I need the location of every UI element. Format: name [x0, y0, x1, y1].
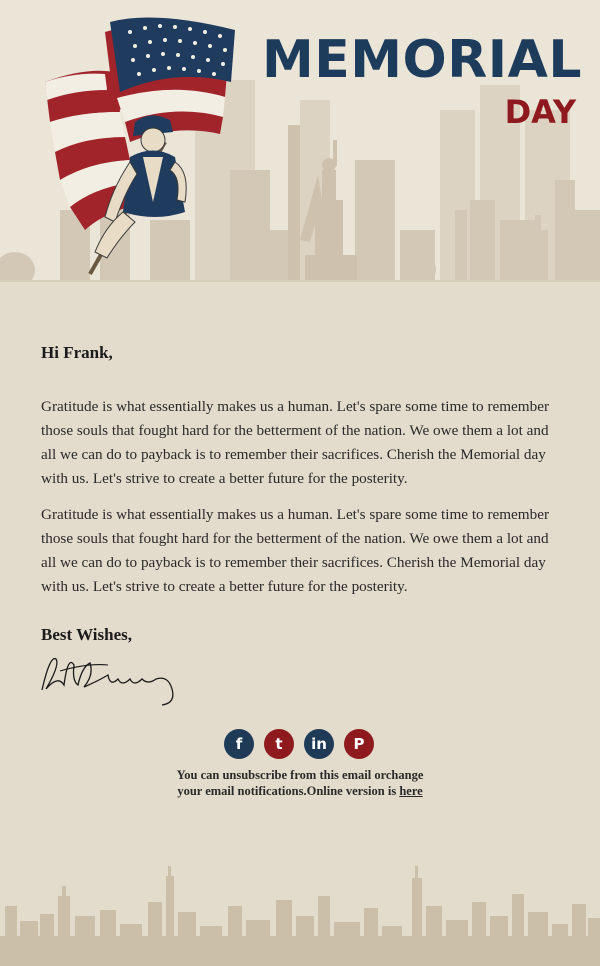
- header-divider: [0, 280, 600, 282]
- online-version-link[interactable]: here: [399, 784, 423, 798]
- header-banner: [0, 0, 600, 282]
- signoff: Best Wishes,: [41, 625, 133, 644]
- footer-line-1: You can unsubscribe from this email orchange: [176, 768, 424, 782]
- title-day: DAY: [504, 93, 576, 131]
- footer-line-2: your email notifications.Online version is: [177, 784, 397, 798]
- social-links: [224, 729, 374, 759]
- footer-notice: [150, 767, 450, 799]
- flag-soldier-illustration: [35, 12, 245, 282]
- bottom-skyline-graphic: [0, 866, 600, 966]
- message-paragraph-1: Gratitude is what essentially makes us a human. Let's spare some time to remember those souls that fought hard for the betterment of the nation. We owe them a lot and all we can do to payback is to remember their sacrifices. Cherish the Memorial day with us. Let's strive to create a better future for the posterity.: [41, 398, 550, 487]
- handwritten-signature: [38, 645, 188, 710]
- greeting: Hi Frank,: [41, 343, 113, 362]
- pinterest-icon[interactable]: P: [344, 729, 374, 759]
- facebook-icon[interactable]: f: [224, 729, 254, 759]
- title-memorial: MEMORIAL: [262, 30, 582, 90]
- linkedin-icon[interactable]: in: [304, 729, 334, 759]
- message-paragraph-2: Gratitude is what essentially makes us a human. Let's spare some time to remember those souls that fought hard for the betterment of the nation. We owe them a lot and all we can do to payback is to remember their sacrifices. Cherish the Memorial day with us. Let's strive to create a better future for the posterity.: [41, 506, 550, 595]
- twitter-icon[interactable]: t: [264, 729, 294, 759]
